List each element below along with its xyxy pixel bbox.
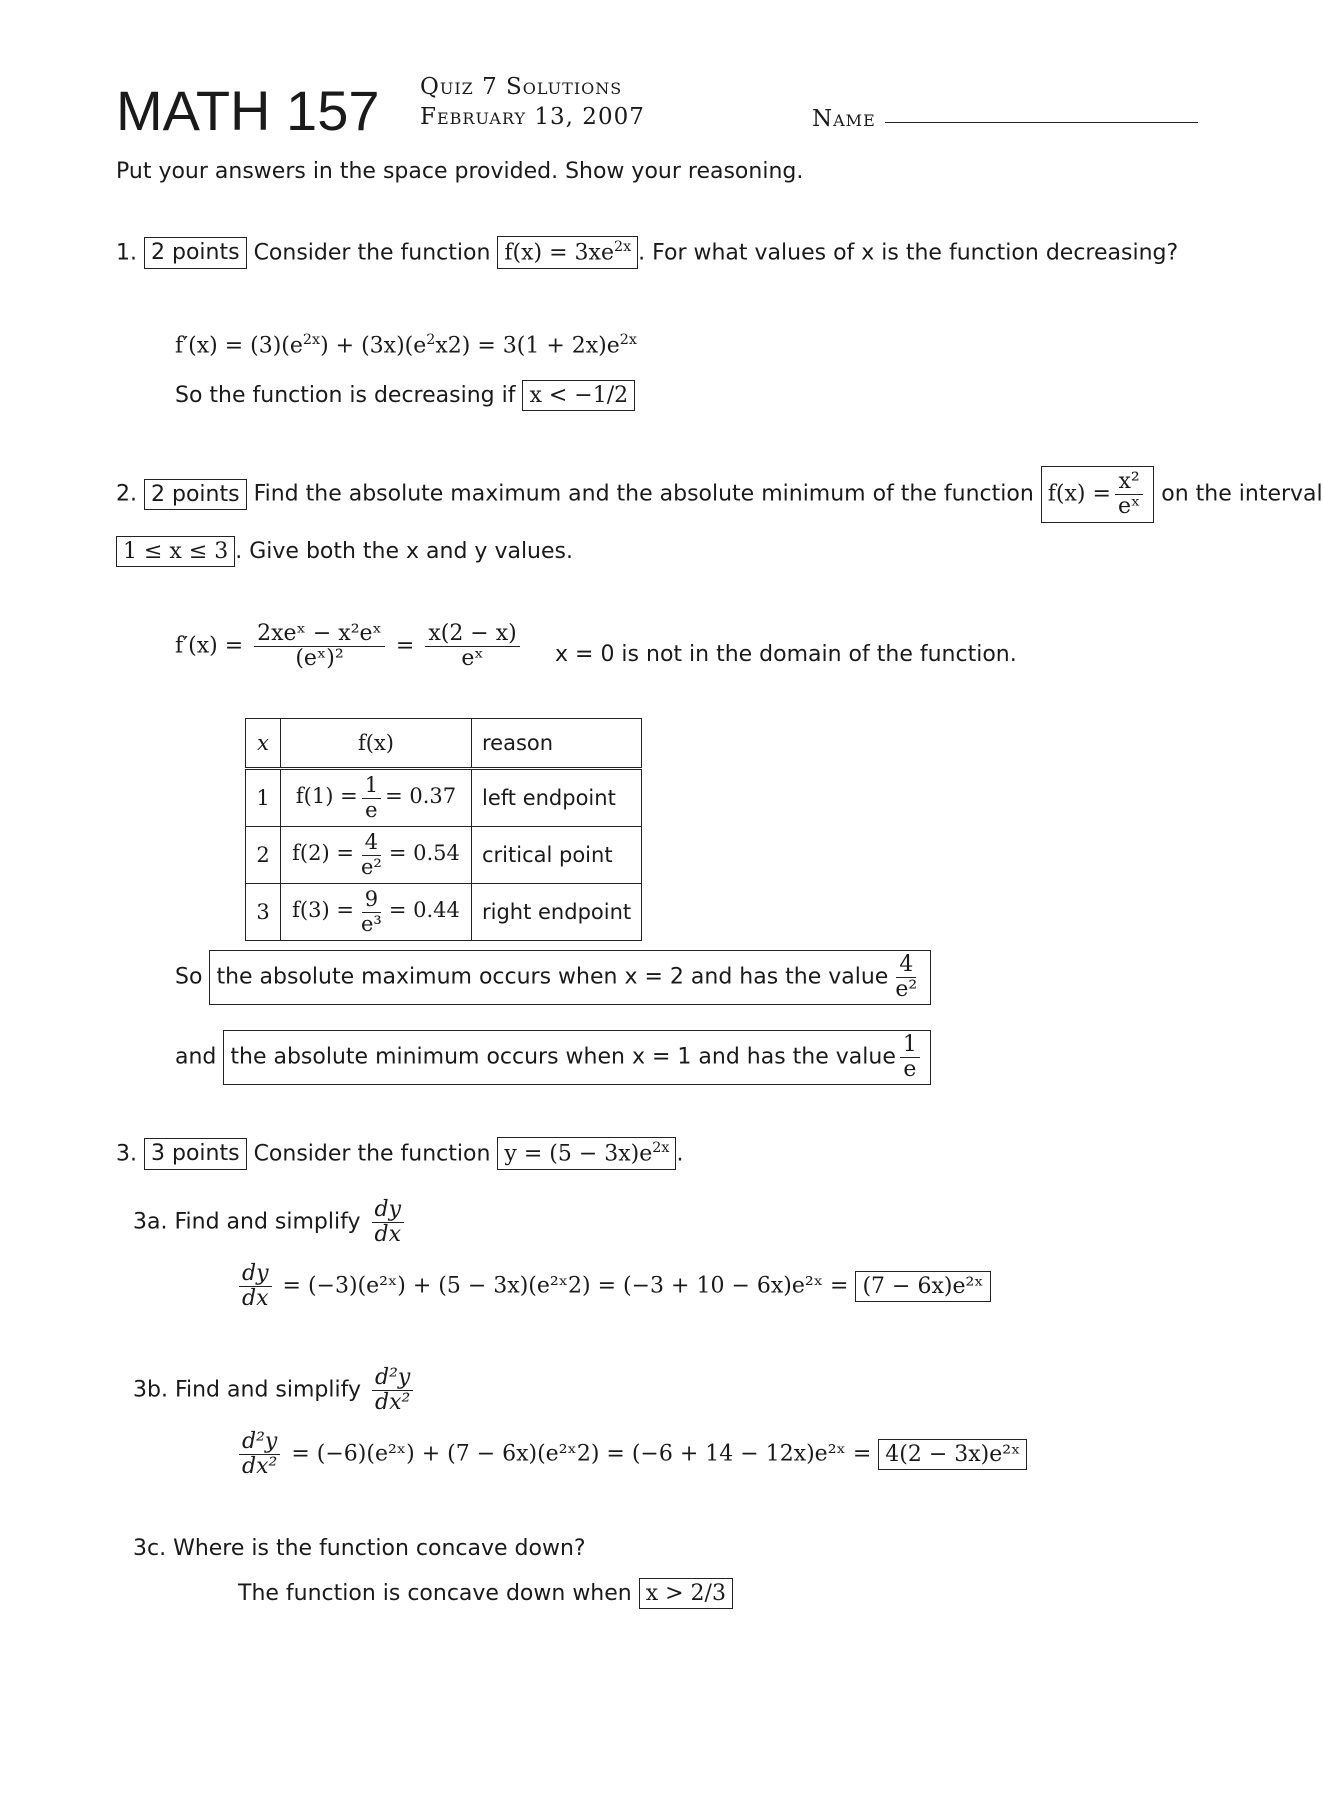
q2-number: 2. — [116, 481, 137, 507]
q2-intro: Find the absolute maximum and the absolute minimum of the function — [253, 481, 1034, 507]
q2-maximum-box: the absolute maximum occurs when x = 2 and has the value $\frac{4}{\text{e²}}$ — [209, 950, 931, 1005]
q1-statement — [116, 236, 1178, 269]
q2-interval-line — [116, 536, 573, 567]
q3a-work: $\frac{dy}{dx}$ = (−3)(e²ˣ) + (5 − 3x)(e²ˣ2) = (−3 + 10 − 6x)e²ˣ = (7 − 6x)e²ˣ — [235, 1262, 991, 1311]
q3-function: $y = (5 - 3x)e^{2x}$ — [497, 1137, 676, 1170]
q2-derivative: f′(x) = $\frac{\text{2xeˣ − x²eˣ}}{\text{(eˣ)²}}$ = $\frac{x(2 - x)}{\text{eˣ}}$ — [175, 622, 524, 671]
q3-number: 3. — [116, 1141, 137, 1167]
q3b-label: 3b. Find and simplify $\frac{\text{d²y}}{\text{dx²}}$ — [133, 1366, 417, 1415]
table-row: 3 f(3) = $\frac{9}{\text{e³}}$ = 0.44 right endpoint — [246, 884, 642, 941]
q3c-label: 3c. Where is the function concave down? — [133, 1536, 586, 1561]
table-header-row — [246, 719, 642, 769]
q2-statement — [116, 466, 1323, 523]
instructions: Put your answers in the space provided. Show your reasoning. — [116, 159, 804, 184]
table-header-fx: f(x) — [281, 719, 472, 769]
q3-intro: Consider the function — [253, 1141, 491, 1167]
name-label: Name — [812, 106, 876, 132]
q2-maximum-line: So the absolute maximum occurs when x = 2 and has the value $\frac{4}{\text{e²}}$ — [175, 950, 931, 1005]
course-title: MATH 157 — [116, 79, 380, 142]
quiz-date: February 13, 2007 — [420, 104, 645, 130]
q3c-answer-box: x > 2/3 — [639, 1578, 733, 1609]
q1-conclusion: So the function is decreasing if x < −1/2 — [175, 380, 635, 411]
q2-points: 2 points — [144, 479, 247, 510]
q3c-answer-line: The function is concave down when x > 2/3 — [238, 1578, 733, 1609]
q2-table — [245, 718, 642, 941]
q3a-label: 3a. Find and simplify $\frac{dy}{dx}$ — [133, 1198, 408, 1247]
q3-statement: 3. 3 points Consider the function $y = (5 - 3x)e^{2x}$ . — [116, 1137, 683, 1170]
q2-interval-label: on the interval — [1161, 481, 1323, 507]
q3-points: 3 points — [144, 1138, 247, 1169]
name-field-line[interactable] — [885, 122, 1198, 123]
q2-minimum-line: and the absolute minimum occurs when x = 1 and has the value $\frac{1}{e}$ — [175, 1030, 931, 1085]
q1-intro: Consider the function — [253, 240, 491, 266]
q1-function: $f(x) = 3xe^{2x}$ — [497, 236, 638, 269]
q2-domain-note: x = 0 is not in the domain of the function. — [555, 642, 1017, 667]
table-header-reason: reason — [472, 719, 642, 769]
q2-minimum-box: the absolute minimum occurs when x = 1 and has the value $\frac{1}{e}$ — [223, 1030, 930, 1085]
q1-number: 1. — [116, 240, 137, 266]
q3b-work: $\frac{\text{d²y}}{\text{dx²}}$ = (−6)(e²ˣ) + (7 − 6x)(e²ˣ2) = (−6 + 14 − 12x)e²ˣ = 4(2 − 3x)e²ˣ — [235, 1430, 1027, 1479]
table-row: 1 f(1) = $\frac{1}{e}$ = 0.37 left endpoint — [246, 769, 642, 827]
table-row: 2 f(2) = $\frac{4}{\text{e²}}$ = 0.54 critical point — [246, 827, 642, 884]
q1-answer-box: x < −1/2 — [522, 380, 635, 411]
q2-function: f(x) = $\frac{\text{x²}}{\text{eˣ}}$ — [1041, 466, 1155, 523]
q3b-answer-box: 4(2 − 3x)e²ˣ — [878, 1439, 1027, 1470]
q2-give: . Give both the x and y values. — [235, 539, 573, 564]
table-header-x: x — [246, 719, 281, 769]
q2-interval: 1 ≤ x ≤ 3 — [116, 536, 235, 567]
q1-derivative: $f'(x) = (3)(e^{2x}) + (3x)(e^2x2) = 3(1 + 2x)e^{2x}$ — [175, 332, 637, 359]
q1-question: . For what values of x is the function decreasing? — [638, 240, 1179, 266]
q3a-answer-box: (7 − 6x)e²ˣ — [855, 1271, 990, 1302]
quiz-title: Quiz 7 Solutions — [420, 74, 623, 100]
q1-points: 2 points — [144, 237, 247, 268]
